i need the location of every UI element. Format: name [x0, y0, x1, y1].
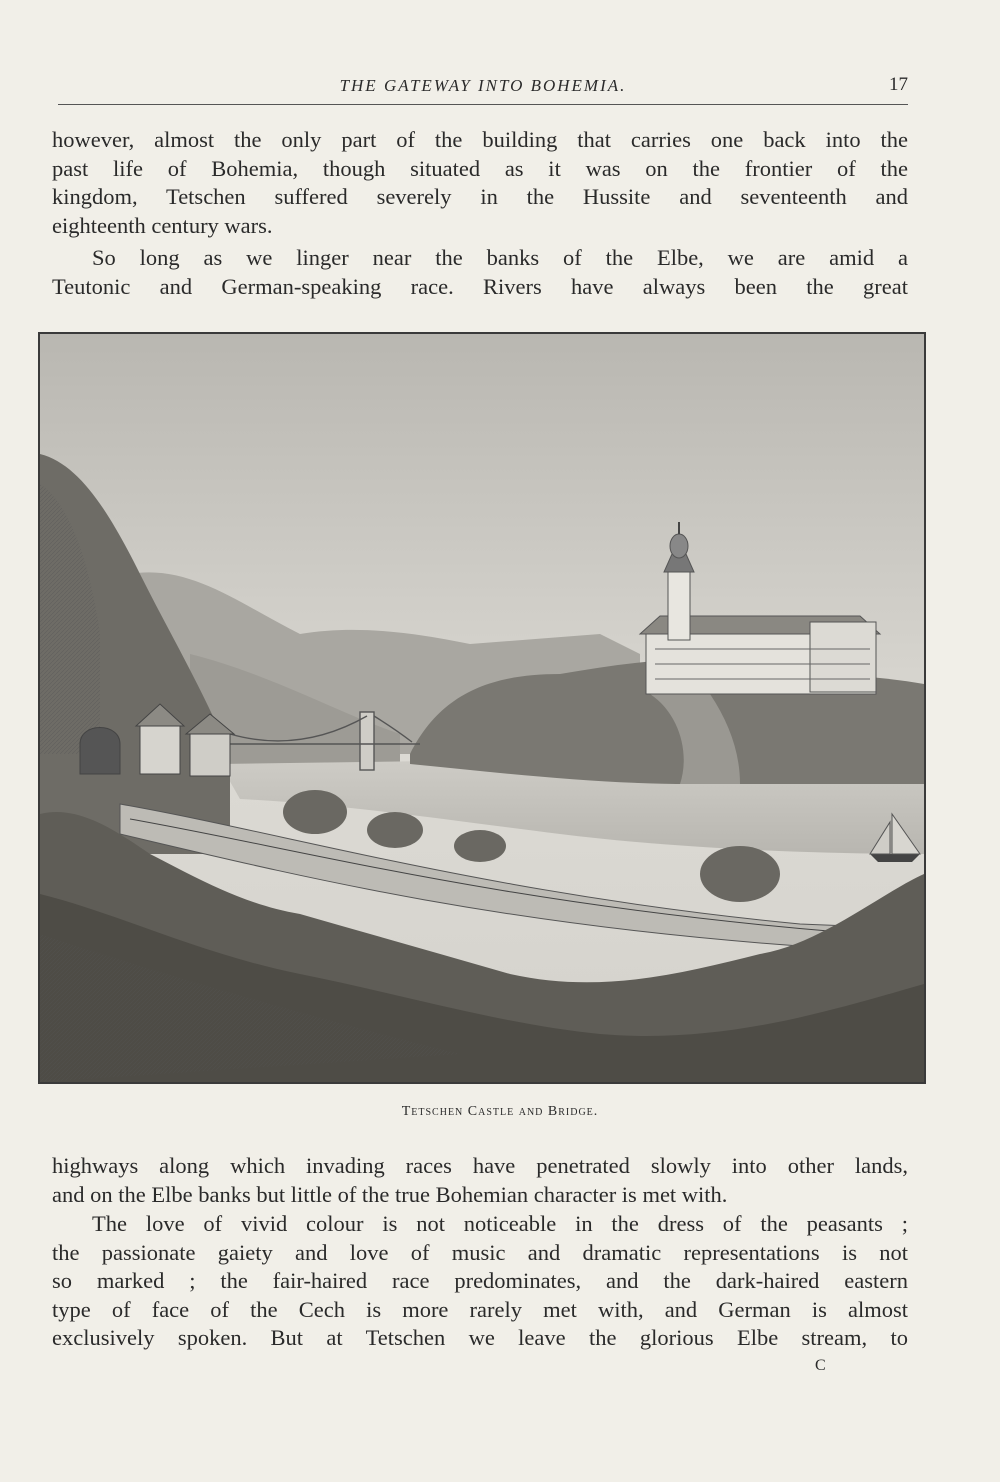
header-rule — [58, 104, 908, 105]
text-line: and on the Elbe banks but little of the true Bohemian character is met with. — [52, 1181, 728, 1207]
text-line: so marked ; the fair-haired race predominates, and the dark-haired eastern — [52, 1268, 908, 1294]
text-line: the passionate gaiety and love of music and dramatic representations is not — [52, 1239, 908, 1265]
running-title: THE GATEWAY INTO BOHEMIA. — [339, 76, 627, 95]
paragraph-bottom-2 — [52, 1210, 908, 1353]
paragraph-top-2 — [52, 244, 908, 301]
text-line: highways along which invading races have penetrated slowly into other lands, — [52, 1153, 908, 1178]
paragraph-bottom-1 — [52, 1152, 908, 1209]
text-line: The love of vivid colour is not noticeable in the dress of the peasants ; — [92, 1211, 908, 1236]
text-line: past life of Bohemia, though situated as it was on the frontier of the — [52, 155, 908, 181]
text-line: exclusively spoken. But at Tetschen we leave the glorious Elbe stream, to — [52, 1325, 908, 1351]
signature-mark: C — [815, 1357, 826, 1374]
page-number: 17 — [889, 74, 908, 95]
text-line: type of face of the Cech is more rarely met with, and German is almost — [52, 1296, 908, 1322]
text-line: however, almost the only part of the building that carries one back into the — [52, 127, 908, 152]
text-line: kingdom, Tetschen suffered severely in the Hussite and seventeenth and — [52, 184, 908, 210]
running-header — [58, 74, 908, 100]
text-line: So long as we linger near the banks of the Elbe, we are amid a — [92, 245, 908, 270]
engraving-illustration — [40, 334, 924, 1082]
figure-caption: Tetschen Castle and Bridge. — [401, 1104, 599, 1119]
text-line: Teutonic and German-speaking race. Rivers have always been the great — [52, 273, 908, 299]
text-line: eighteenth century wars. — [52, 212, 273, 238]
illustration-tetschen-castle — [38, 332, 926, 1084]
paragraph-top-1 — [52, 126, 908, 240]
